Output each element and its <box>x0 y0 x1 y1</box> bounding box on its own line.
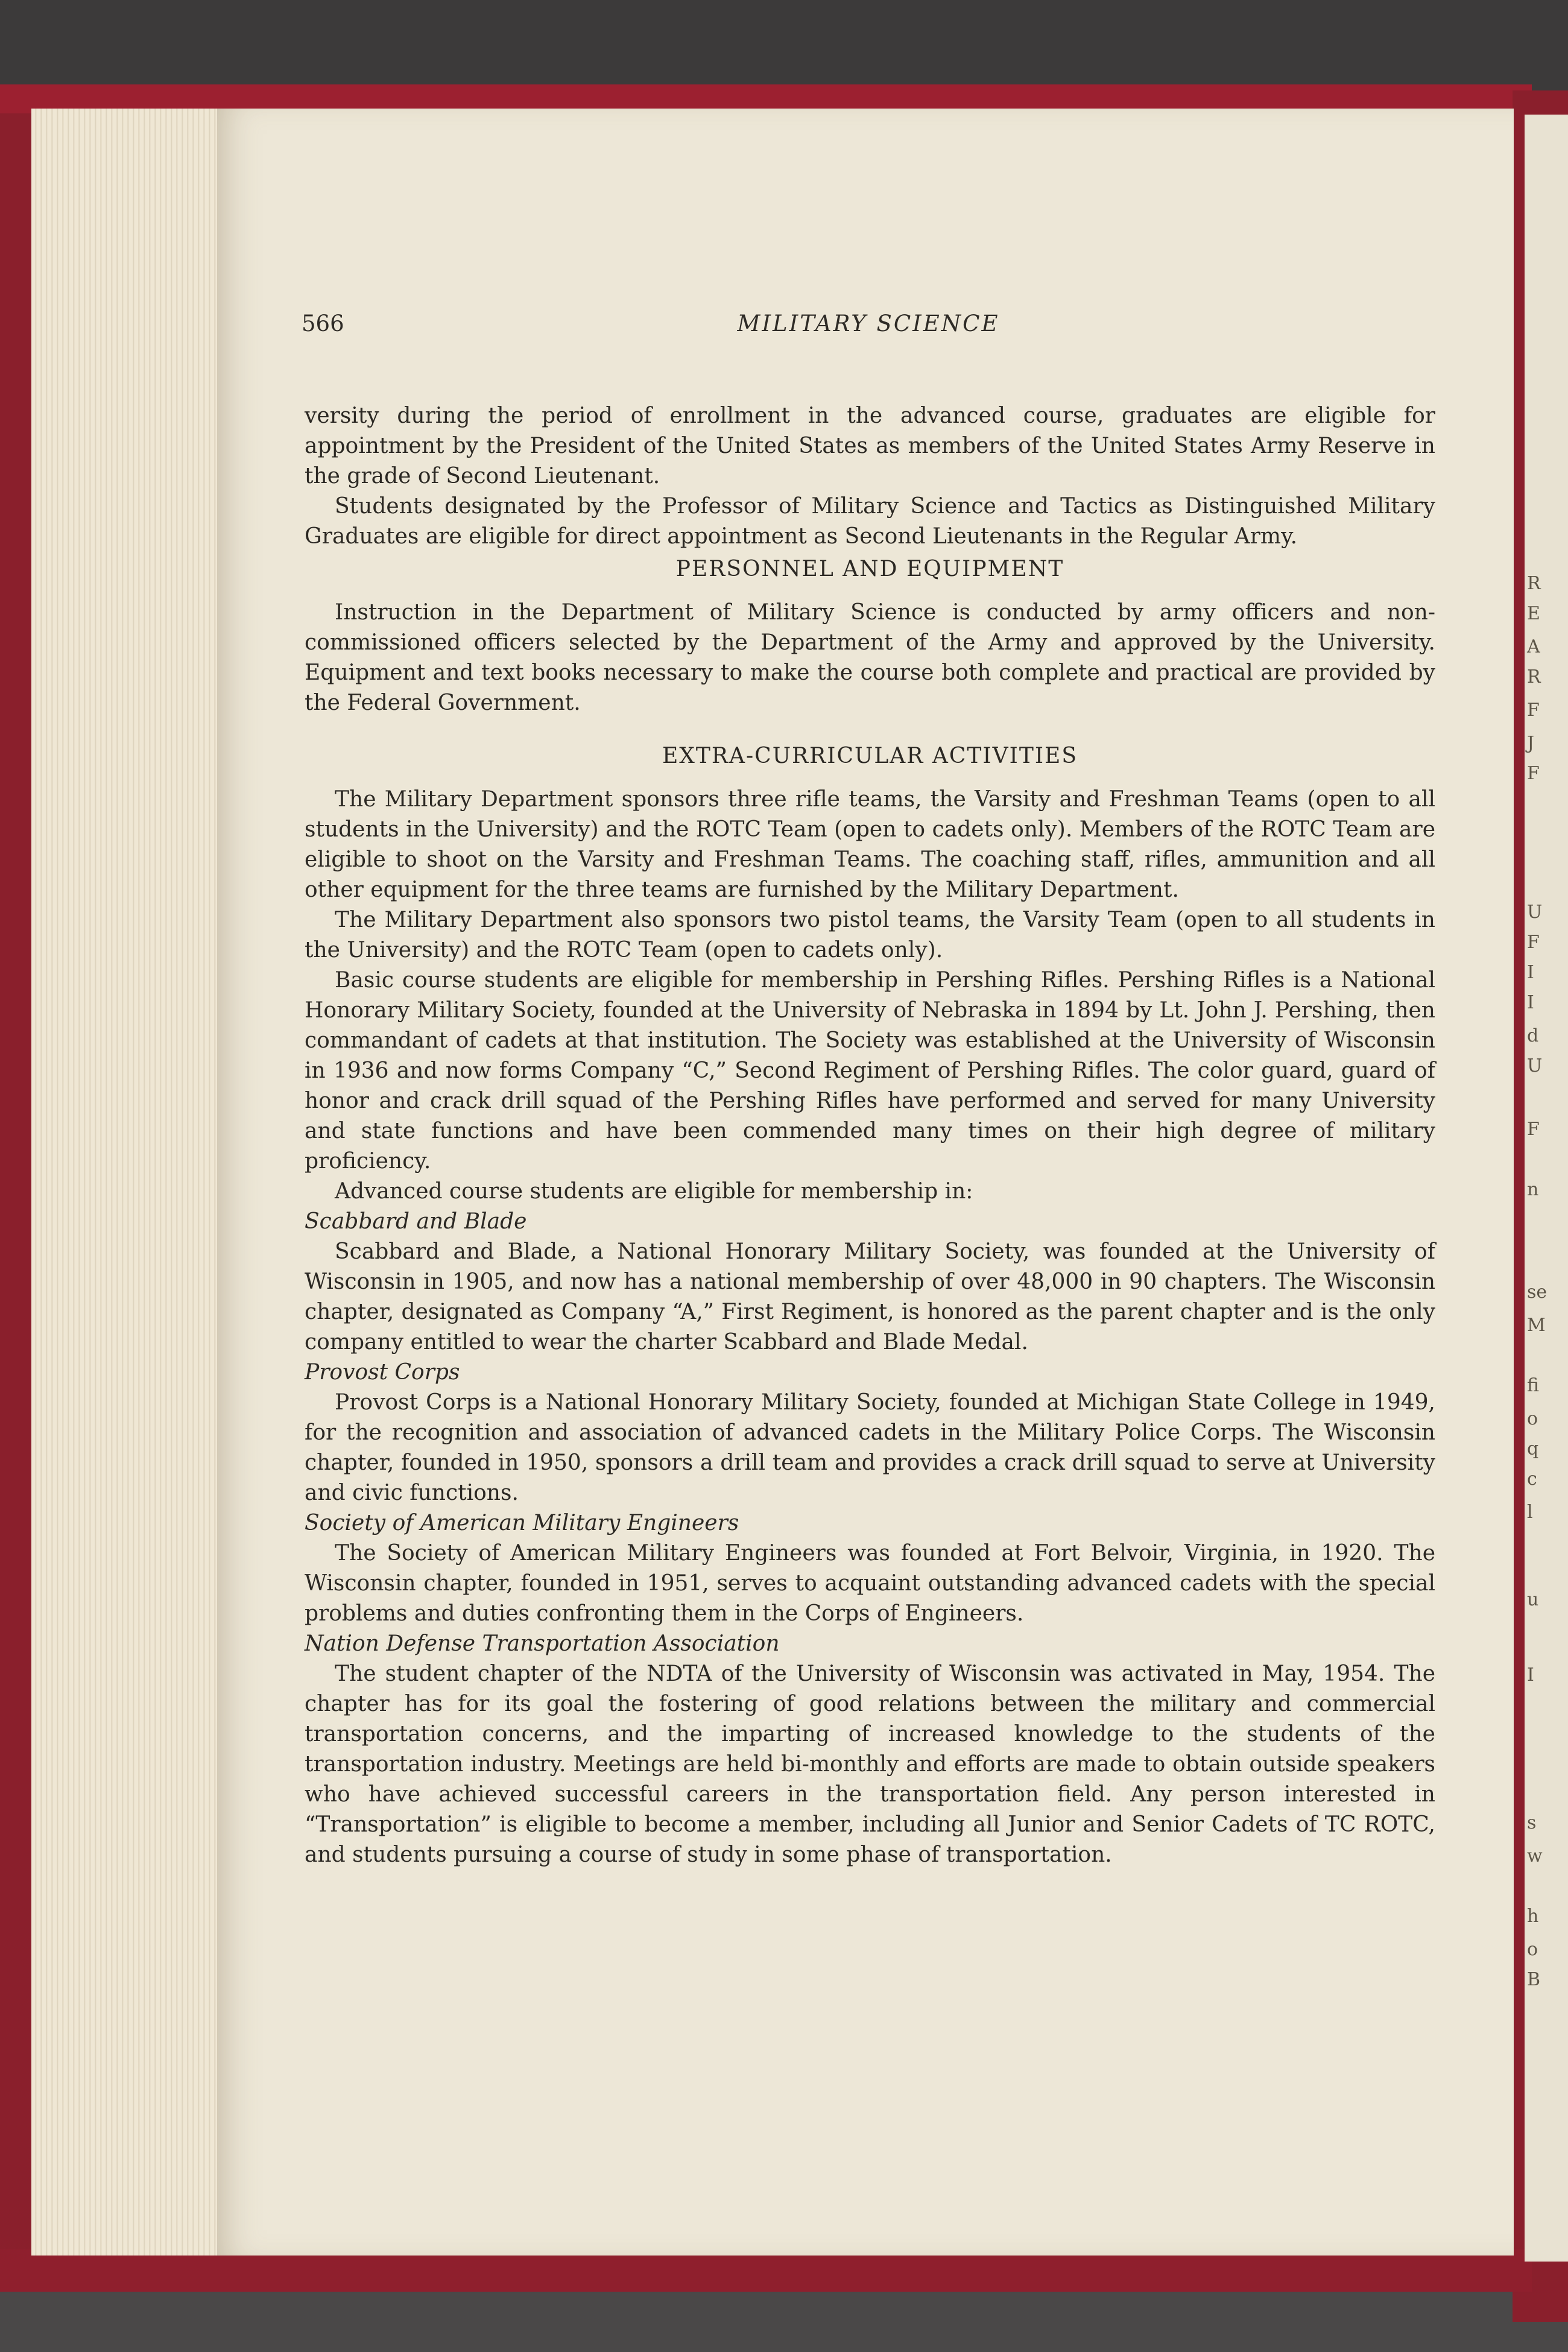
page-edges-stack <box>31 109 218 2256</box>
edge-letter: R <box>1527 666 1541 688</box>
society-heading: Provost Corps <box>305 1360 460 1385</box>
intro-paragraph: versity during the period of enrollment in the advanced course, graduates are eligible for appointment by the President of the United States as members of the United States Army Reserve in the grade of Second Lieutenant. <box>305 403 1435 488</box>
society-paragraph: The student chapter of the NDTA of the University of Wisconsin was activated in May, 1954. The chapter has for its goal the fostering of good relations between the military and commercial transportation concerns, and the imparting of increased knowledge to the students of the transportation industry. Meetings are held bi-monthly and efforts are made to obtain outside speakers who have achieved successful careers in the transportation field. Any person interested in “Transportation” is eligible to become a member, including all Junior and Senior Cadets of TC ROTC, and students pursuing a course of study in some phase of transportation. <box>305 1661 1435 1867</box>
book-cover-left <box>0 84 36 2292</box>
book-cover-bottom <box>0 2249 1532 2292</box>
section-heading-personnel: PERSONNEL AND EQUIPMENT <box>675 557 1064 581</box>
edge-letter: I <box>1527 962 1534 983</box>
extracurricular-paragraph: Basic course students are eligible for membership in Pershing Rifles. Pershing Rifles is a National Honorary Military Society, founded at the University of Nebraska in 1894 by Lt. John J. Pershing, then commandant of cadets at that institution. The Society was established at the University of Wisconsin in 1936 and now forms Company “C,” Second Regiment of Pershing Rifles. The color guard, guard of honor and crack drill squad of the Pershing Rifles have performed and served for many University and state functions and have been commended many times on their high degree of military proficiency. <box>305 968 1435 1174</box>
extracurricular-paragraph: The Military Department sponsors three rifle teams, the Varsity and Freshman Teams (open to all students in the University) and the ROTC Team (open to cadets only). Members of the ROTC Team are eligible to shoot on the Varsity and Freshman Teams. The coaching staff, rifles, ammunition and all other equipment for the three teams are furnished by the Military Department. <box>305 787 1435 902</box>
edge-letter: M <box>1527 1315 1546 1336</box>
edge-letter: se <box>1527 1282 1547 1303</box>
edge-letter: u <box>1527 1589 1539 1610</box>
edge-letter: A <box>1527 636 1540 657</box>
edge-letter: o <box>1527 1408 1538 1429</box>
edge-letter: h <box>1527 1906 1539 1927</box>
edge-letter: s <box>1527 1812 1537 1833</box>
edge-letter: F <box>1527 763 1540 784</box>
society-heading: Society of American Military Engineers <box>305 1511 739 1535</box>
edge-letter: w <box>1527 1845 1543 1867</box>
society-paragraph: Provost Corps is a National Honorary Military Society, founded at Michigan State College in 1949, for the recognition and association of advanced cadets in the Military Police Corps. The Wisconsin chapter, founded in 1950, sponsors a drill team and provides a crack drill squad to serve at University and civic functions. <box>305 1390 1435 1505</box>
edge-letter: c <box>1527 1468 1537 1490</box>
extracurricular-paragraph: Advanced course students are eligible for membership in: <box>335 1179 973 1204</box>
society-heading: Scabbard and Blade <box>305 1209 527 1234</box>
edge-letter: U <box>1527 1055 1543 1076</box>
edge-letter: I <box>1527 992 1534 1013</box>
page-number: 566 <box>302 311 344 337</box>
society-paragraph: Scabbard and Blade, a National Honorary Military Society, was founded at the University of Wisconsin in 1905, and now has a national membership of over 48,000 in 90 chapters. The Wisconsin chapter, designated as Company “A,” First Regiment, is honored as the parent chapter and is the only company entitled to wear the charter Scabbard and Blade Medal. <box>305 1239 1435 1355</box>
edge-letter: J <box>1527 733 1535 754</box>
edge-letter: I <box>1527 1664 1534 1686</box>
edge-letter: E <box>1527 603 1540 624</box>
running-title: MILITARY SCIENCE <box>737 311 1000 337</box>
extracurricular-paragraph: The Military Department also sponsors two pistol teams, the Varsity Team (open to all students in the University) and the ROTC Team (open to cadets only). <box>305 908 1435 963</box>
edge-letter: n <box>1527 1179 1539 1200</box>
edge-letter: d <box>1527 1025 1539 1046</box>
background-surface <box>0 0 1568 96</box>
edge-letter: q <box>1527 1438 1539 1459</box>
page-content <box>305 401 1435 1870</box>
society-heading: Nation Defense Transportation Association <box>305 1631 780 1656</box>
edge-letter: F <box>1527 1119 1540 1140</box>
edge-letter: fi <box>1527 1375 1540 1396</box>
edge-letter: U <box>1527 902 1543 923</box>
edge-letter: B <box>1527 1969 1541 1990</box>
edge-letter: R <box>1527 573 1541 594</box>
intro-paragraph: Students designated by the Professor of Military Science and Tactics as Distinguished Military Graduates are eligible for direct appointment as Second Lieutenants in the Regular Army. <box>305 494 1435 549</box>
personnel-paragraph: Instruction in the Department of Military Science is conducted by army officers and non-commissioned officers selected by the Department of the Army and approved by the University. Equipment and text books necessary to make the course both complete and practical are provided by the Federal Government. <box>305 600 1435 715</box>
edge-letter: o <box>1527 1939 1538 1960</box>
page-header <box>302 311 1435 347</box>
edge-letter: F <box>1527 932 1540 953</box>
section-heading-extracurricular: EXTRA-CURRICULAR ACTIVITIES <box>662 744 1078 768</box>
edge-letter: l <box>1527 1502 1533 1523</box>
edge-letter: F <box>1527 700 1540 721</box>
society-paragraph: The Society of American Military Engineers was founded at Fort Belvoir, Virginia, in 1920. The Wisconsin chapter, founded in 1951, serves to acquaint outstanding advanced cadets with the special problems and duties confronting them in the Corps of Engineers. <box>305 1541 1435 1626</box>
